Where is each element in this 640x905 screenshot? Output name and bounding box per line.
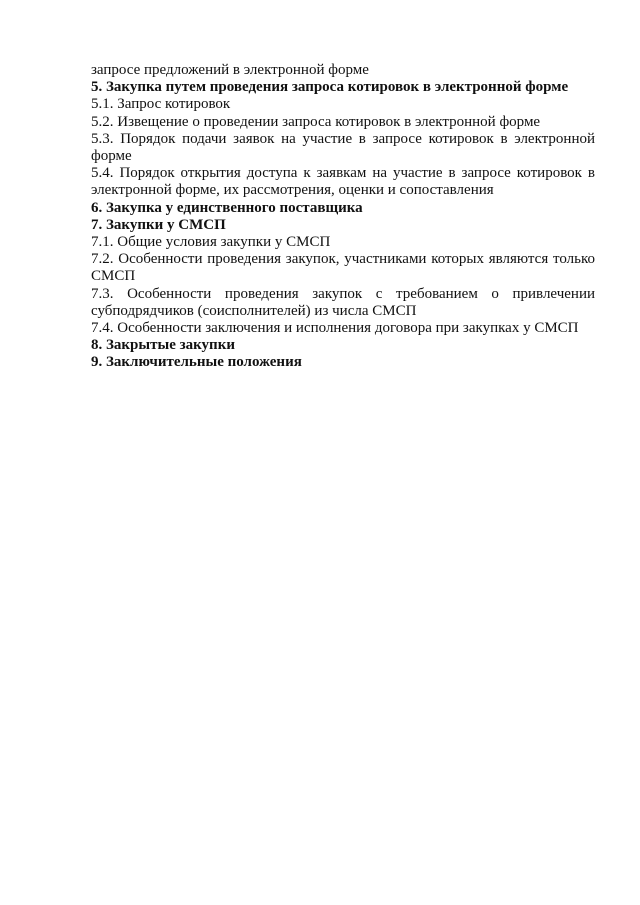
toc-entry-continuation: запросе предложений в электронной форме [91,62,369,78]
toc-item-5-1: 5.1. Запрос котировок [91,96,231,113]
toc-item-7-3: 7.3. Особенности проведения закупок с требованием о привлечении субподрядчиков (соисполнителей) из числа СМСП [91,285,595,319]
toc-item-5-2: 5.2. Извещение о проведении запроса котировок в электронной форме [91,113,541,130]
toc-item-5-4: 5.4. Порядок открытия доступа к заявкам на участие в запросе котировок в электронной форме, их рассмотрения, оценки и сопоставления [91,165,595,199]
toc-item-7-2: 7.2. Особенности проведения закупок, участниками которых являются только СМСП [91,251,595,285]
toc-section-8: 8. Закрытые закупки [91,337,235,354]
toc-item-7-1: 7.1. Общие условия закупки у СМСП [91,234,331,251]
toc-item-7-4: 7.4. Особенности заключения и исполнения договора при закупках у СМСП [91,320,579,337]
table-of-contents [91,62,595,372]
toc-section-6: 6. Закупка у единственного поставщика [91,199,363,216]
toc-item-5-3: 5.3. Порядок подачи заявок на участие в запросе котировок в электронной форме [91,130,595,165]
toc-section-5: 5. Закупка путем проведения запроса котировок в электронной форме [91,79,569,96]
toc-section-7: 7. Закупки у СМСП [91,216,226,233]
toc-section-9: 9. Заключительные положения [91,354,302,371]
